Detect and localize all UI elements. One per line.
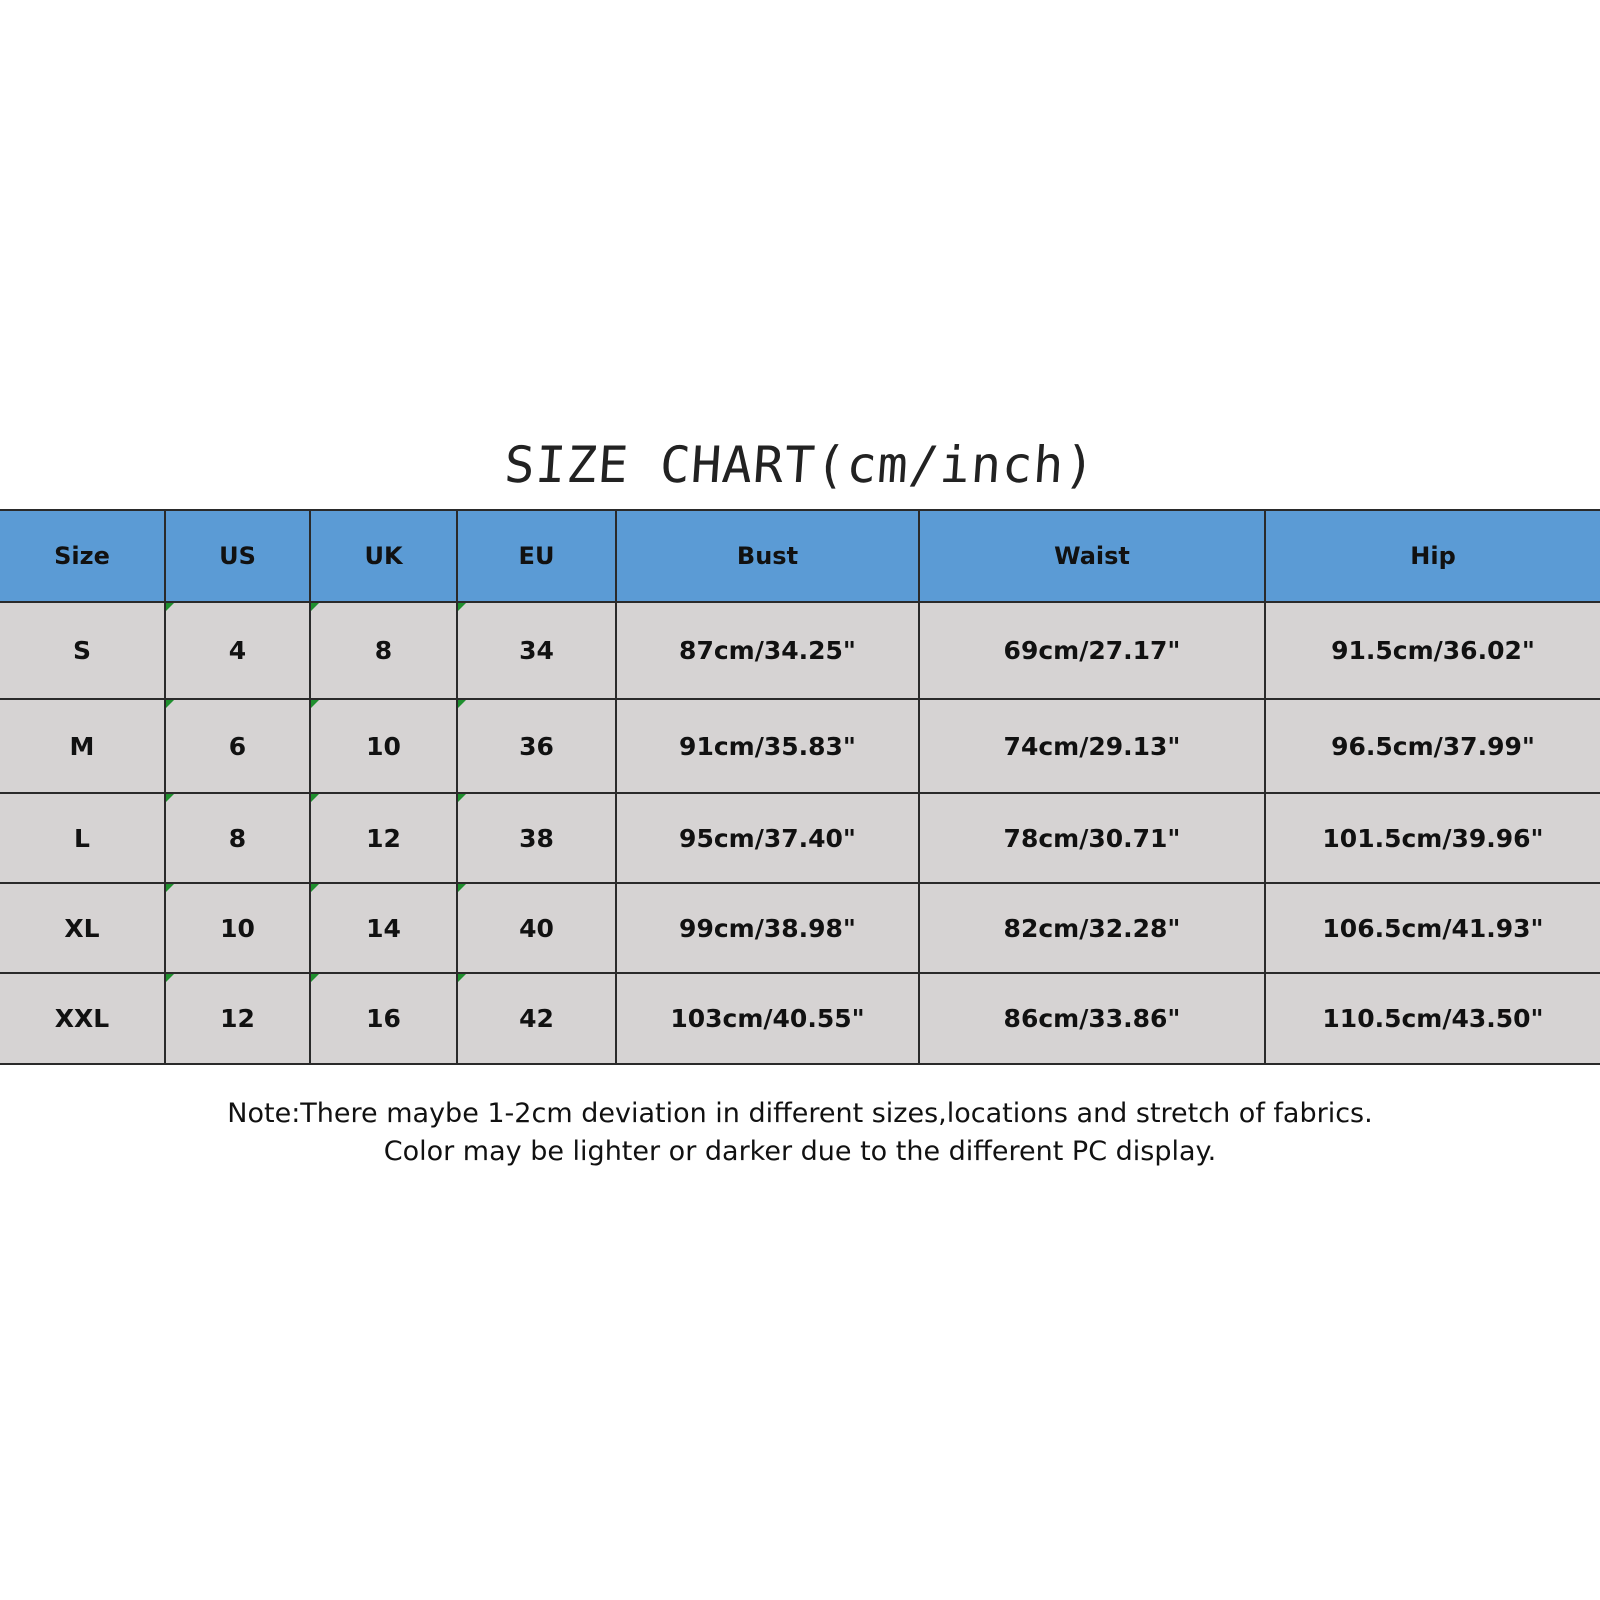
table-header-row	[0, 510, 1600, 602]
cell-uk	[310, 699, 457, 793]
cell-waist: 74cm/29.13"	[919, 699, 1265, 793]
cell-eu	[457, 793, 616, 883]
note-line-1: Note:There maybe 1-2cm deviation in different sizes,locations and stretch of fabrics.	[227, 1098, 1373, 1129]
cell-waist: 78cm/30.71"	[919, 793, 1265, 883]
cell-us	[165, 793, 310, 883]
cell-us-value: 12	[220, 1004, 255, 1033]
cell-hip: 101.5cm/39.96"	[1265, 793, 1600, 883]
cell-us-value: 8	[228, 823, 247, 853]
header-size: Size	[0, 510, 165, 602]
cell-eu-value: 42	[519, 1004, 554, 1033]
cell-hip: 110.5cm/43.50"	[1265, 973, 1600, 1064]
cell-bust: 99cm/38.98"	[616, 883, 919, 973]
cell-marker	[166, 794, 174, 802]
header-hip: Hip	[1265, 510, 1600, 602]
cell-marker	[311, 884, 319, 892]
table-row	[0, 793, 1600, 883]
cell-size: XXL	[0, 973, 165, 1064]
page-title: SIZE CHART(cm/inch)	[502, 436, 1098, 494]
cell-marker	[311, 974, 319, 982]
cell-bust: 87cm/34.25"	[616, 602, 919, 699]
cell-hip: 91.5cm/36.02"	[1265, 602, 1600, 699]
cell-us-value: 4	[228, 636, 247, 665]
cell-eu-value: 36	[519, 731, 554, 761]
table-row	[0, 699, 1600, 793]
cell-waist: 69cm/27.17"	[919, 602, 1265, 699]
cell-size: S	[0, 602, 165, 699]
cell-eu	[457, 602, 616, 699]
cell-marker	[311, 794, 319, 802]
cell-marker	[458, 700, 466, 708]
cell-uk	[310, 973, 457, 1064]
cell-uk-value: 8	[374, 636, 393, 665]
cell-hip: 96.5cm/37.99"	[1265, 699, 1600, 793]
cell-uk	[310, 883, 457, 973]
cell-marker	[458, 974, 466, 982]
cell-uk-value: 16	[366, 1004, 401, 1033]
cell-eu-value: 38	[519, 823, 554, 853]
cell-marker	[311, 603, 319, 611]
cell-eu-value: 40	[519, 913, 554, 943]
cell-marker	[458, 603, 466, 611]
cell-waist: 86cm/33.86"	[919, 973, 1265, 1064]
cell-us	[165, 602, 310, 699]
cell-marker	[166, 700, 174, 708]
table-row	[0, 973, 1600, 1064]
cell-uk-value: 14	[366, 913, 401, 943]
cell-us	[165, 883, 310, 973]
cell-eu	[457, 883, 616, 973]
note-line-2: Color may be lighter or darker due to the different PC display.	[383, 1136, 1217, 1167]
cell-eu	[457, 699, 616, 793]
cell-bust: 91cm/35.83"	[616, 699, 919, 793]
cell-hip: 106.5cm/41.93"	[1265, 883, 1600, 973]
header-bust: Bust	[616, 510, 919, 602]
cell-uk	[310, 602, 457, 699]
cell-size: L	[0, 793, 165, 883]
cell-us-value: 6	[228, 731, 247, 761]
cell-bust: 95cm/37.40"	[616, 793, 919, 883]
header-us: US	[165, 510, 310, 602]
cell-uk	[310, 793, 457, 883]
cell-eu-value: 34	[519, 636, 554, 665]
size-chart-table	[0, 509, 1600, 1065]
header-waist: Waist	[919, 510, 1265, 602]
cell-marker	[458, 794, 466, 802]
table-row	[0, 883, 1600, 973]
cell-eu	[457, 973, 616, 1064]
cell-size: XL	[0, 883, 165, 973]
cell-uk-value: 12	[366, 823, 401, 853]
cell-us	[165, 699, 310, 793]
header-eu: EU	[457, 510, 616, 602]
cell-marker	[166, 884, 174, 892]
cell-waist: 82cm/32.28"	[919, 883, 1265, 973]
cell-marker	[311, 700, 319, 708]
header-uk: UK	[310, 510, 457, 602]
cell-uk-value: 10	[366, 731, 401, 761]
cell-marker	[166, 603, 174, 611]
cell-size: M	[0, 699, 165, 793]
cell-marker	[166, 974, 174, 982]
cell-us	[165, 973, 310, 1064]
cell-bust: 103cm/40.55"	[616, 973, 919, 1064]
cell-marker	[458, 884, 466, 892]
table-row	[0, 602, 1600, 699]
cell-us-value: 10	[220, 913, 255, 943]
